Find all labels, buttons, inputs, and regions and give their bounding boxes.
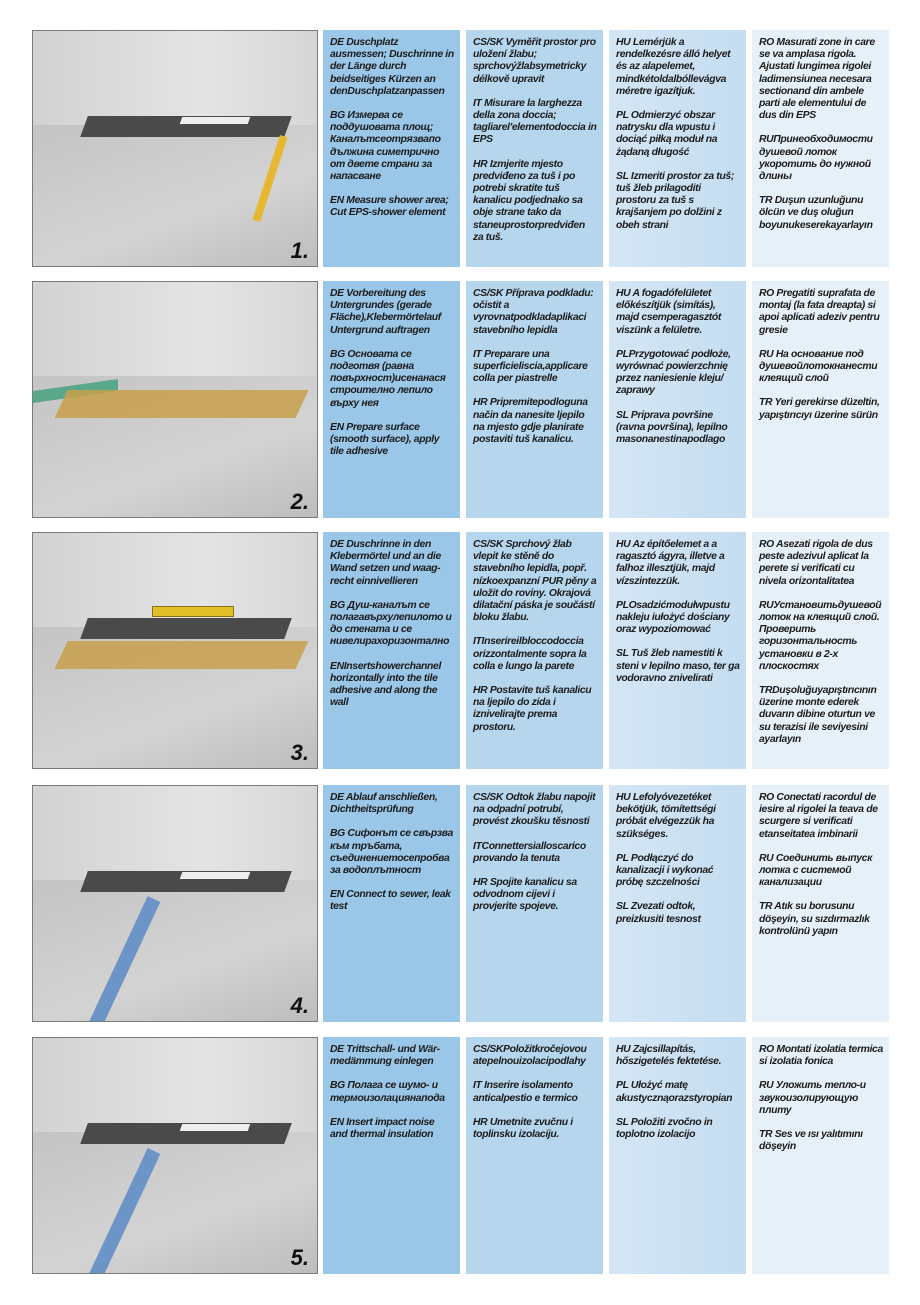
photo-floor xyxy=(33,880,317,1021)
language-column xyxy=(466,281,603,518)
photo-adhesive xyxy=(55,390,310,418)
instruction-text: DE Ablauf anschließen, Dichtheitsprüfung xyxy=(330,792,438,816)
instruction-text: BG Полага се шумо- и термоизолациянапода xyxy=(330,1080,445,1104)
instruction-text: SL Priprava površine (ravna površina), lepilno masonanestinapodlago xyxy=(616,409,728,446)
step-number: 2. xyxy=(290,489,309,514)
instruction-text: PLPrzygotować podłoże, wyrównać powierzchnię przez naniesienie kleju/ zaprawy xyxy=(616,348,731,397)
instruction-text: RO Pregatiti suprafata de montaj (la fata dreapta) si apoi aplicati adeziv pentru gresie xyxy=(759,288,880,336)
photo-floor xyxy=(33,1132,317,1273)
instruction-text: EN Measure shower area; Cut EPS-shower element xyxy=(330,195,449,219)
instruction-text: IT Misurare la larghezza della zona doccia; tagliarel'elementodoccia in EPS xyxy=(473,97,597,146)
instruction-text: DE Vorbereitung des Untergrundes (gerade Fläche),Klebermörtelauf Untergrund auftragen xyxy=(330,288,441,336)
step-photo xyxy=(32,785,318,1022)
instruction-text: TR Duşun uzunluğunu ölcün ve duş oluğun boyunukeserekayarlayın xyxy=(759,195,873,231)
instruction-text: CS/SK Odtok žlabu napojit na odpadní potrubí, provést zkoušku těsnosti xyxy=(473,792,596,828)
instruction-text: IT Inserire isolamento anticalpestio e termico xyxy=(473,1080,578,1104)
step-row xyxy=(32,785,889,1022)
instruction-text: TR Atık su borusunu döşeyin, su sızdırmazlık kontrolünü yapın xyxy=(759,901,870,937)
instruction-text: PL Odmierzyć obszar natrysku dla wpustu i dociąć piłką moduł na żądaną długość xyxy=(616,110,718,158)
step-number: 5. xyxy=(290,1245,309,1270)
instruction-text: HR Postavite tuš kanalicu na ljepilo do zida i iznivelirajte prema prostoru. xyxy=(473,685,592,733)
instruction-text: SL Izmeriti prostor za tuš; tuš žleb prilagoditi prostoru za tuš s krajšanjem po dolžini z obeh strani xyxy=(616,170,734,231)
instruction-text: RO Montati izolatia termica si izolatia fonica xyxy=(759,1044,883,1068)
language-column xyxy=(323,1037,460,1274)
instruction-text: HR Pripremitepodloguna način da nanesite ljepilo na mjesto gdje planirate postaviti tuš kanalicu. xyxy=(473,397,588,446)
instruction-text: SL Položiti zvočno in toplotno izolacijo xyxy=(616,1116,713,1141)
instruction-text: TR Yeri gerekirse düzeltin, yapıştırıcıyı üzerine sürün xyxy=(759,397,880,421)
instruction-text: DE Trittschall- und Wär-medämmung einlegen xyxy=(330,1044,440,1068)
instruction-text: HU Az építőelemet a a ragasztó ágyra, illetve a falhoz illesztjük, majd vízszintezzük. xyxy=(616,539,725,587)
step-row xyxy=(32,281,889,518)
language-column xyxy=(752,281,889,518)
language-column xyxy=(466,532,603,769)
language-column xyxy=(609,1037,746,1274)
step-row xyxy=(32,30,889,267)
language-column xyxy=(323,30,460,267)
language-column xyxy=(609,281,746,518)
step-number: 3. xyxy=(290,740,309,765)
instruction-text: CS/SK Vyměřit prostor pro uložení žlabu; sprchovýžlabsymetricky délkově upravit xyxy=(473,37,596,85)
step-number: 1. xyxy=(290,238,309,263)
step-photo xyxy=(32,1037,318,1274)
photo-level xyxy=(152,606,234,617)
language-column xyxy=(609,532,746,769)
instruction-text: ITInserireilbloccodoccia orizzontalmente sopra la colla e lungo la parete xyxy=(473,636,587,672)
instruction-text: HU A fogadófelületet előkészítjük (simítás), majd csemperagasztót viszünk a felületre. xyxy=(616,288,722,336)
instruction-text: SL Tuš žleb namestiti k steni v lepilno maso, ter ga vodoravno znivelirati xyxy=(616,648,740,684)
instruction-text: RU На основание под душевойлотокнанести клеящий слой xyxy=(759,348,878,385)
photo-wall xyxy=(33,282,317,376)
instruction-text: DE Duschplatz ausmessen; Duschrinne in der Länge durch beidseitiges Kürzen an denDuschplatzanpassen xyxy=(330,37,454,97)
instruction-text: RUПринеобходимости душевой лоток укоротить до нужной длины xyxy=(759,134,873,183)
step-number: 4. xyxy=(290,993,309,1018)
language-column xyxy=(752,532,889,769)
instruction-text: HR Umetnite zvučnu i toplinsku izolaciju. xyxy=(473,1116,573,1141)
instruction-text: ITConnettersialloscarico provando la tenuta xyxy=(473,840,586,864)
photo-adhesive xyxy=(55,641,310,669)
instruction-text: SL Zvezati odtok, preizkusiti tesnost xyxy=(616,901,701,925)
step-row xyxy=(32,1037,889,1274)
instruction-text: EN Prepare surface (smooth surface), apply tile adhesive xyxy=(330,421,440,458)
instruction-text: HU Lefolyóvezetéket bekötjük, tömítettségi próbát elvégezzük ha szükséges. xyxy=(616,792,716,840)
instruction-text: EN Connect to sewer, leak test xyxy=(330,889,451,913)
instruction-text: EN Insert impact noise and thermal insulation xyxy=(330,1116,435,1141)
photo-grate xyxy=(179,872,250,879)
instruction-text: TR Ses ve ısı yalıtımını döşeyin xyxy=(759,1129,863,1153)
photo-floor xyxy=(33,125,317,266)
language-column xyxy=(752,1037,889,1274)
instruction-text: TRDuşoluğuyapıştırıcının üzerine monte ederek duvarın dibine oturtun ve su terazisi ile seviyesini ayarlayın xyxy=(759,685,877,745)
instruction-text: BG Основата се подготвя (равна повърхност)исенанася строително лепило върху нея xyxy=(330,348,446,409)
instruction-text: PL Podłączyć do kanalizacji i wykonać próbę szczelności xyxy=(616,852,714,889)
instruction-text: HU Lemérjük a rendelkezésre álló helyet és az alapelemet, mindkétoldalbóllevágva méretre igazítjuk. xyxy=(616,37,731,97)
instruction-text: PLOsadzićmodułwpustu nakleju iułożyć dościany oraz wypoziomować xyxy=(616,599,730,636)
instruction-text: CS/SKPoložitkročejovou atepelnouizolacipodlahy xyxy=(473,1044,587,1068)
instruction-text: BG Сифонът се свързва към тръбата, съединениетосепробва за водоплътност xyxy=(330,828,453,877)
photo-channel xyxy=(80,618,292,639)
language-column xyxy=(609,785,746,1022)
instruction-text: HU Zajcsillapítás, hőszigetelés fektetése. xyxy=(616,1044,722,1068)
language-column xyxy=(466,30,603,267)
step-photo xyxy=(32,281,318,518)
photo-grate xyxy=(179,117,250,124)
instruction-text: RO Masurati zone in care se va amplasa rigola. Ajustati lungimea rigolei ladimensiunea necesara sectionand din ambele parti ale elementului de dus din EPS xyxy=(759,37,875,122)
language-column xyxy=(466,785,603,1022)
instruction-text: RUУстановитьдушевой лоток на клеящий слой. Проверить горизонтальность установки в 2-х плоскостях xyxy=(759,599,882,672)
instruction-text: IT Preparare una superficieliscia,applicare colla per piastrelle xyxy=(473,348,588,385)
language-column xyxy=(323,532,460,769)
instruction-text: CS/SK Příprava podkladu: očistit a vyrovnatpodkladaplikaci stavebního lepidla xyxy=(473,288,594,336)
instruction-text: RO Asezati rigola de dus peste adezivul aplicat la perete si verificati cu nivela orizontalitatea xyxy=(759,539,873,587)
photo-grate xyxy=(179,1124,250,1131)
instruction-text: HR Izmjerite mjesto predviđeno za tuš i po potrebi skratite tuš kanalicu podjednako sa obje strane tako da staneuprostorpredviđen za tuš. xyxy=(473,158,585,243)
language-column xyxy=(609,30,746,267)
instruction-text: BG Измерва се поддушовата площ; Каналътсеотрязвапо дължина симетрично от двете страни за напасване xyxy=(330,110,441,183)
instruction-text: RU Соединить выпуск лотка с системой канализации xyxy=(759,852,873,889)
photo-wall xyxy=(33,1038,317,1132)
language-column xyxy=(466,1037,603,1274)
language-column xyxy=(752,30,889,267)
step-photo xyxy=(32,532,318,769)
instruction-text: HR Spojite kanalicu sa odvodnom cijevi i provjerite spojeve. xyxy=(473,877,577,913)
language-column xyxy=(323,785,460,1022)
language-column xyxy=(323,281,460,518)
step-row xyxy=(32,532,889,769)
instruction-text: RO Conectati racordul de iesire al rigolei la teava de scurgere si verificati etanseitatea imbinarii xyxy=(759,792,878,840)
photo-wall xyxy=(33,31,317,125)
photo-wall xyxy=(33,786,317,880)
instruction-text: CS/SK Sprchový žlab vlepit ke stěně do stavebního lepidla, popř. nízkoexpanzní PUR pěny a uložit do roviny. Okrajová dilatační páska je součástí bloku žlabu. xyxy=(473,539,597,624)
instruction-text: DE Duschrinne in den Klebermörtel und an die Wand setzen und waag-recht einnivellieren xyxy=(330,539,441,587)
instruction-text: BG Душ-каналът се полагавърхулепилото и до стената и се нивелирахоризонтално xyxy=(330,599,452,648)
instruction-text: ENInsertshowerchannel horizontally into the tile adhesive and along the wall xyxy=(330,660,442,709)
instruction-text: PL Ułożyć matę akustycznąorazstyropian xyxy=(616,1080,733,1104)
step-photo xyxy=(32,30,318,267)
instruction-text: RU Уложить тепло-и звукоизолирующую плиту xyxy=(759,1080,866,1116)
language-column xyxy=(752,785,889,1022)
